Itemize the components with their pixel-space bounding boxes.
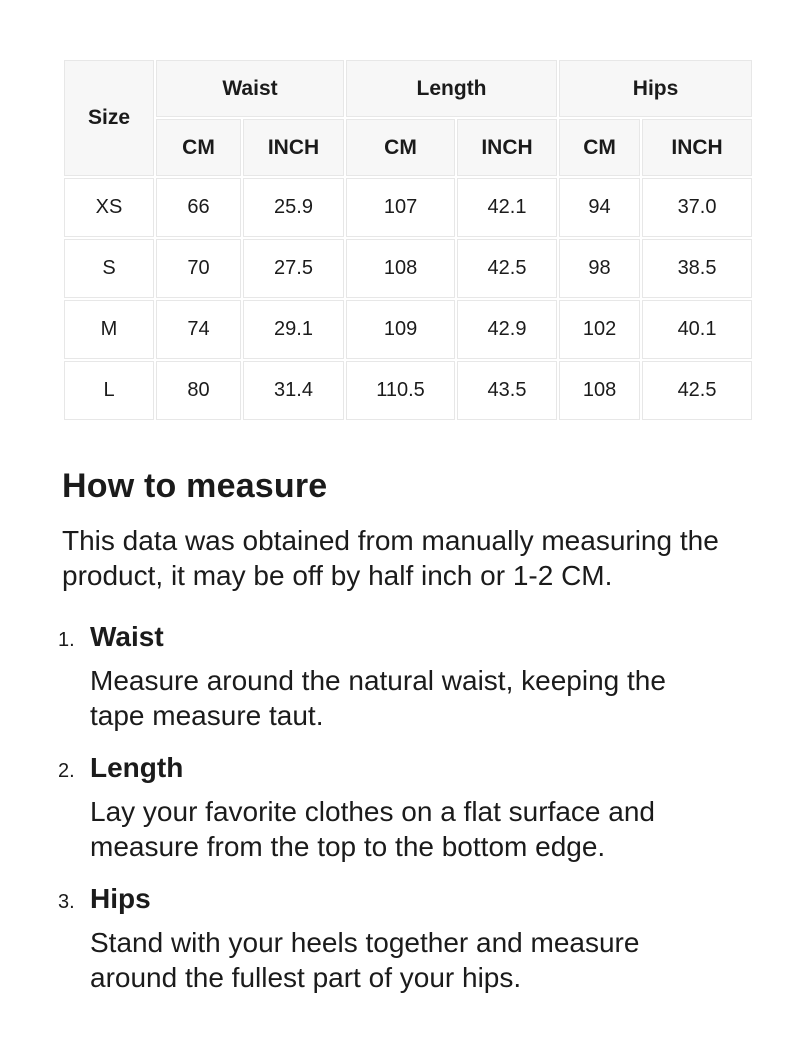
- value-cell: 37.0: [642, 178, 752, 237]
- value-cell: 102: [559, 300, 640, 359]
- value-cell: 98: [559, 239, 640, 298]
- group-header-row: [64, 60, 752, 117]
- table-row-s: [64, 239, 752, 298]
- intro-text: This data was obtained from manually measuring the product, it may be off by half inch or 1-2 CM.: [62, 524, 719, 591]
- value-cell: 42.1: [457, 178, 557, 237]
- value-cell: 108: [559, 361, 640, 420]
- unit-header-waist-cm: CM: [156, 119, 241, 176]
- value-cell: 74: [156, 300, 241, 359]
- unit-header-waist-inch: INCH: [243, 119, 344, 176]
- value-cell: 109: [346, 300, 455, 359]
- group-header-waist: Waist: [156, 60, 344, 117]
- value-cell: 80: [156, 361, 241, 420]
- step-title: Hips: [90, 882, 151, 914]
- step-description: Stand with your heels together and measure around the fullest part of your hips.: [90, 926, 640, 993]
- unit-header-row: [64, 119, 752, 176]
- value-cell: 42.5: [457, 239, 557, 298]
- unit-header-hips-cm: CM: [559, 119, 640, 176]
- table-row-xs: [64, 178, 752, 237]
- size-cell: M: [64, 300, 154, 359]
- value-cell: 29.1: [243, 300, 344, 359]
- size-chart-body: [64, 178, 752, 420]
- step-number: 2.: [58, 759, 75, 782]
- value-cell: 31.4: [243, 361, 344, 420]
- step-body: [90, 881, 738, 995]
- table-row-l: [64, 361, 752, 420]
- group-header-hips: Hips: [559, 60, 752, 117]
- step-description: Measure around the natural waist, keeping the tape measure taut.: [90, 664, 666, 731]
- step-title: Length: [90, 751, 184, 783]
- measure-step-waist: [58, 619, 738, 733]
- table-row-m: [64, 300, 752, 359]
- size-chart-header: [64, 60, 752, 176]
- step-body: [90, 619, 738, 733]
- size-chart-table: [62, 58, 754, 422]
- value-cell: 107: [346, 178, 455, 237]
- unit-header-length-inch: INCH: [457, 119, 557, 176]
- how-to-measure-section: [58, 466, 738, 995]
- step-description: Lay your favorite clothes on a flat surface and measure from the top to the bottom edge.: [90, 795, 655, 862]
- value-cell: 43.5: [457, 361, 557, 420]
- value-cell: 66: [156, 178, 241, 237]
- size-cell: L: [64, 361, 154, 420]
- size-cell: XS: [64, 178, 154, 237]
- value-cell: 70: [156, 239, 241, 298]
- measure-steps-list: [58, 619, 738, 995]
- group-header-length: Length: [346, 60, 557, 117]
- value-cell: 25.9: [243, 178, 344, 237]
- step-body: [90, 750, 738, 864]
- section-heading: How to measure: [62, 467, 328, 505]
- size-column-header: Size: [64, 60, 154, 176]
- value-cell: 42.9: [457, 300, 557, 359]
- unit-header-length-cm: CM: [346, 119, 455, 176]
- value-cell: 40.1: [642, 300, 752, 359]
- value-cell: 110.5: [346, 361, 455, 420]
- step-number: 3.: [58, 890, 75, 913]
- unit-header-hips-inch: INCH: [642, 119, 752, 176]
- measure-step-hips: [58, 881, 738, 995]
- step-title: Waist: [90, 620, 164, 652]
- value-cell: 94: [559, 178, 640, 237]
- measure-step-length: [58, 750, 738, 864]
- step-number: 1.: [58, 628, 75, 651]
- size-cell: S: [64, 239, 154, 298]
- value-cell: 42.5: [642, 361, 752, 420]
- value-cell: 108: [346, 239, 455, 298]
- value-cell: 27.5: [243, 239, 344, 298]
- value-cell: 38.5: [642, 239, 752, 298]
